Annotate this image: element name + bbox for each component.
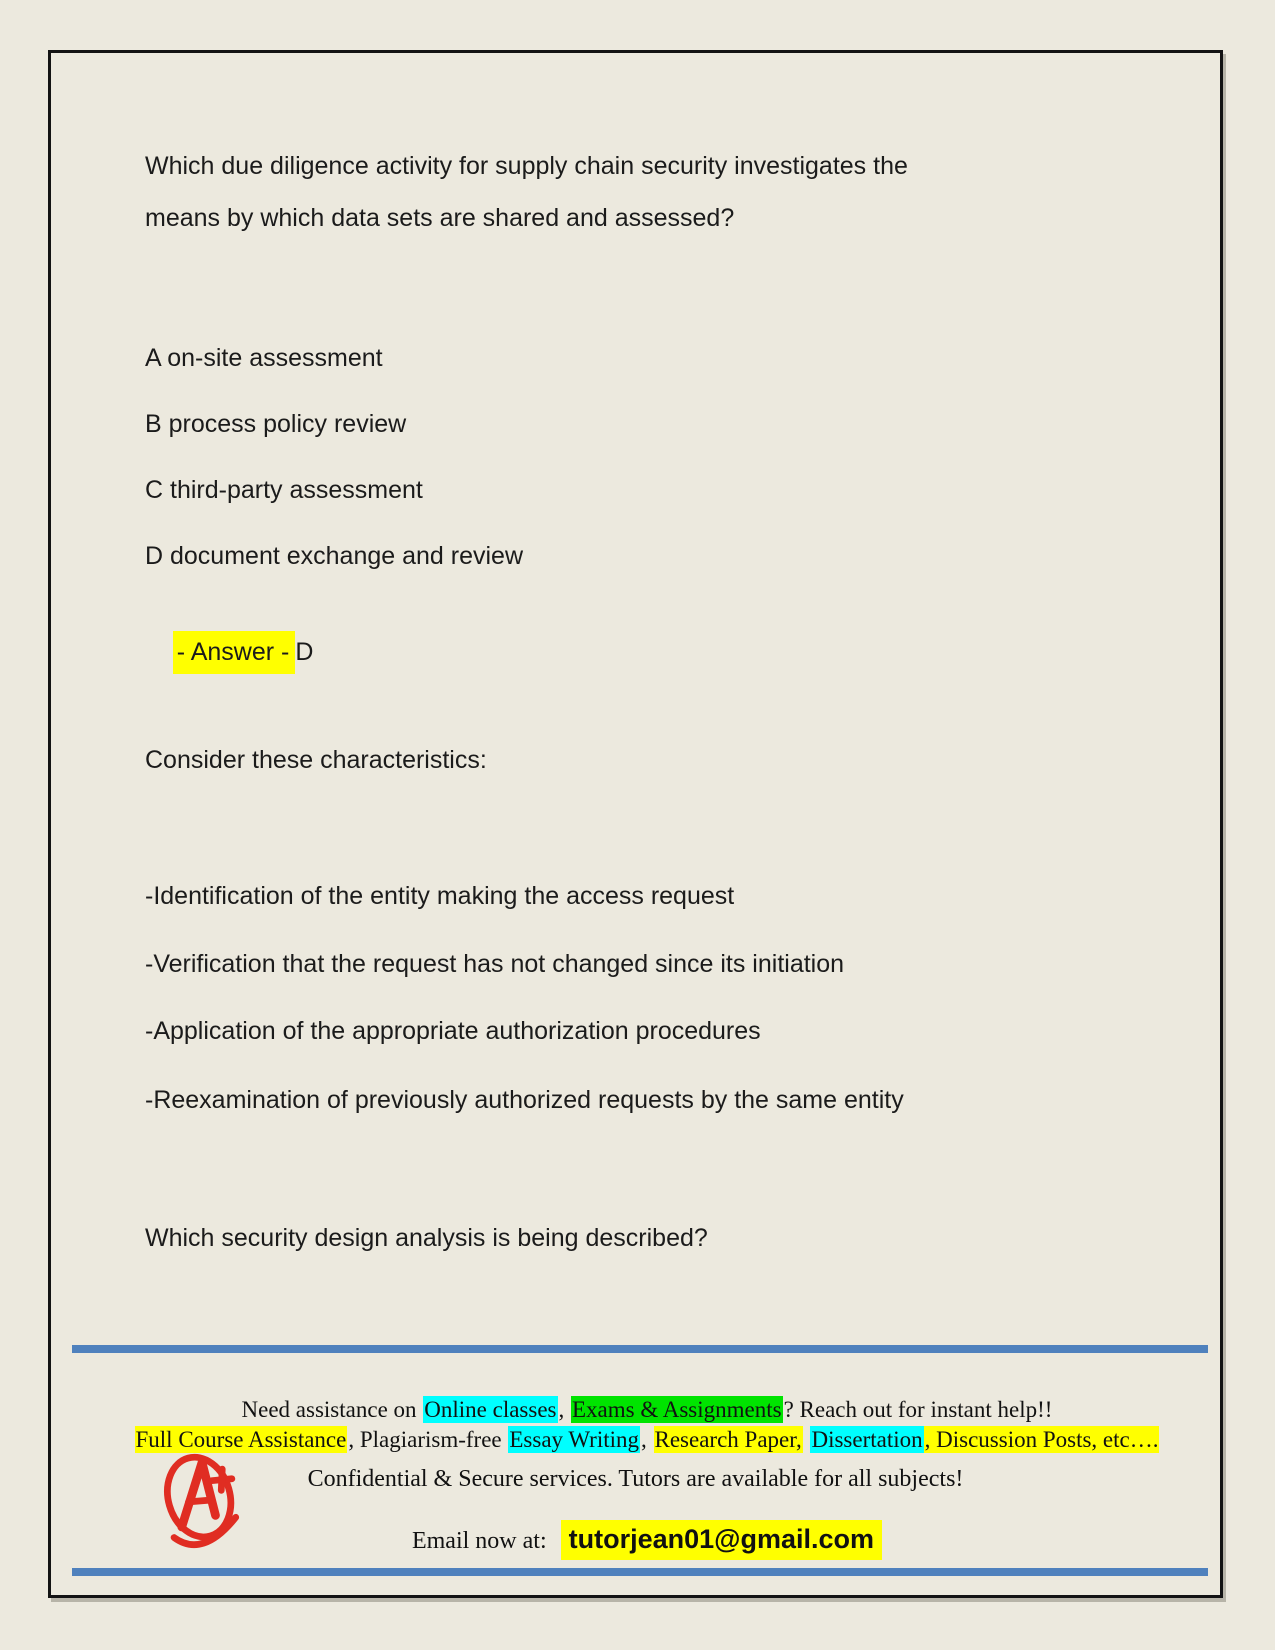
footer-highlight-dissertation: Dissertation — [811, 1427, 923, 1452]
footer-text: , — [641, 1427, 653, 1452]
email-label: Email now at: — [411, 1528, 547, 1554]
footer-text: , — [558, 1397, 570, 1422]
characteristic-4: -Reexamination of previously authorized requests by the same entity — [145, 1086, 904, 1114]
characteristic-2: -Verification that the request has not changed since its initiation — [145, 950, 845, 978]
footer-text: Need assistance on — [241, 1397, 423, 1422]
option-c: C third-party assessment — [145, 476, 423, 504]
question-1-line-1: Which due diligence activity for supply chain security investigates the — [145, 152, 908, 180]
option-b: B process policy review — [145, 410, 407, 438]
page-border — [48, 50, 1223, 1598]
characteristic-1: -Identification of the entity making the access request — [145, 882, 735, 910]
divider-top — [72, 1345, 1208, 1353]
footer-highlight-discussion-posts: , Discussion Posts, etc…. — [924, 1427, 1159, 1452]
a-plus-logo — [158, 1446, 246, 1552]
answer-line — [145, 604, 313, 700]
confidential-line: Confidential & Secure services. Tutors are available for all subjects! — [307, 1466, 964, 1492]
email-address: tutorjean01@gmail.com — [561, 1520, 882, 1560]
question-1-line-2: means by which data sets are shared and assessed? — [145, 204, 735, 232]
footer-highlight-online-classes: Online classes — [424, 1397, 557, 1422]
question-2: Which security design analysis is being described? — [145, 1224, 708, 1252]
footer-highlight-full-course: Full Course Assistance — [135, 1427, 347, 1452]
divider-bottom — [72, 1568, 1208, 1576]
characteristic-3: -Application of the appropriate authorization procedures — [145, 1017, 761, 1045]
footer-highlight-exams-assignments: Exams & Assignments — [572, 1397, 782, 1422]
option-a: A on-site assessment — [145, 344, 383, 372]
footer-highlight-essay-writing: Essay Writing — [509, 1427, 639, 1452]
answer-letter: D — [295, 638, 314, 666]
a-plus-logo-icon — [158, 1446, 246, 1552]
section-intro: Consider these characteristics: — [145, 746, 487, 774]
option-d: D document exchange and review — [145, 542, 524, 570]
footer-text: ? Reach out for instant help!! — [783, 1397, 1053, 1422]
answer-highlight: - Answer - — [173, 631, 296, 674]
footer-highlight-research-paper: Research Paper, — [654, 1427, 802, 1452]
footer-text: , Plagiarism-free — [348, 1427, 508, 1452]
